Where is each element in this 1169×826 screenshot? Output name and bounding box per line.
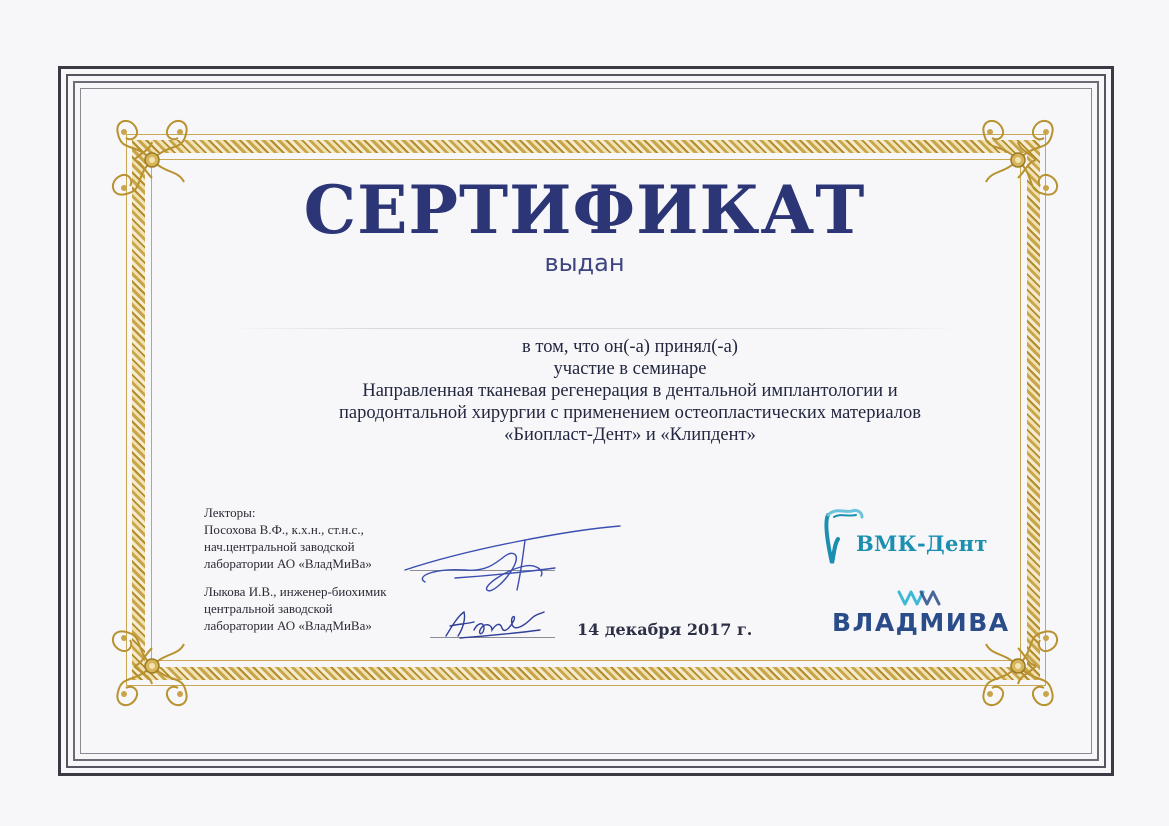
vladmiva-logo-text: ВЛАДМИВА	[832, 608, 1010, 637]
vmk-dent-logo	[822, 505, 992, 569]
issued-label: выдан	[544, 249, 625, 277]
lecturer-1-line: нач.центральной заводской	[204, 539, 355, 554]
lecturer-1-line: лаборатории АО «ВладМиВа»	[204, 556, 372, 571]
vladmiva-wave-icon	[897, 588, 941, 606]
seminar-title-line: «Биопласт-Дент» и «Клипдент»	[504, 425, 756, 445]
signature-2	[440, 606, 550, 642]
vmk-dent-text: ВМК-Дент	[856, 531, 988, 556]
certificate-date: 14 декабря 2017 г.	[577, 620, 753, 639]
lecturer-2-line: Лыкова И.В., инженер-биохимик	[204, 584, 387, 599]
lecturers-heading: Лекторы:	[204, 505, 256, 520]
body-line: в том, что он(-а) принял(-а)	[522, 337, 738, 357]
seminar-title-line: Направленная тканевая регенерация в дентальной имплантологии и	[362, 381, 898, 401]
lecturer-1-line: Посохова В.Ф., к.х.н., ст.н.с.,	[204, 522, 364, 537]
certificate-title: СЕРТИФИКАТ	[303, 171, 866, 249]
gold-corner-ornament-bottom-left	[104, 618, 200, 714]
lecturers-block	[204, 504, 387, 634]
seminar-title-line: пародонтальной хирургии с применением остеопластических материалов	[339, 403, 921, 423]
certificate-body	[200, 336, 1060, 446]
lecturer-2-line: лаборатории АО «ВладМиВа»	[204, 618, 372, 633]
body-line: участие в семинаре	[553, 359, 707, 379]
signature-1	[395, 520, 625, 600]
lecturer-2-line: центральной заводской	[204, 601, 333, 616]
recipient-name-line	[230, 328, 960, 329]
